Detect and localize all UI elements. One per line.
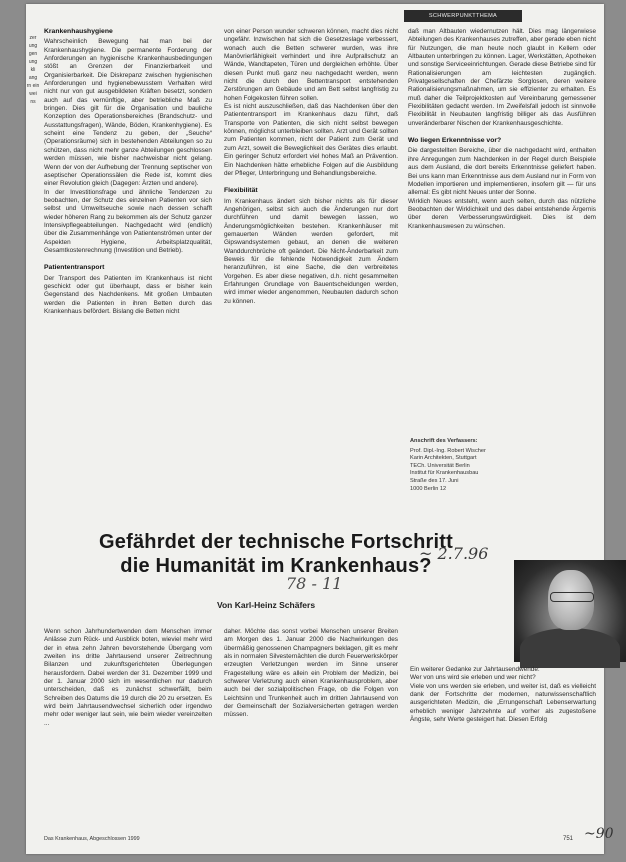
photo-glasses: [550, 592, 594, 602]
section-tag: SCHWERPUNKTTHEMA: [404, 10, 522, 22]
magazine-page: [26, 4, 614, 854]
column-2: [224, 28, 398, 306]
handwritten-mark: ~90: [584, 826, 614, 842]
address-line: 1000 Berlin 12: [410, 485, 447, 492]
paragraph: Ein weiterer Gedanke zur Jahrtausendwende:: [410, 666, 540, 673]
footer-source: Das Krankenhaus, Abgeschlossen 1999: [44, 836, 140, 842]
paragraph: Wenn schon Jahrhundertwenden dem Menschen immer Anlässe zum Rück- und Ausblick boten, wieviel mehr wird der in etwa zehn Jahren bevorstehende Übergang vom zweiten ins dritte Jahrtausend unserer Zeitrechnung Bilanzen und zukunftsgerichteten Überlegungen herausfordern. Dabei werden der 31. Dezember 1999 und der 1. Januar 2000 sich im wesentlichen nur dadurch unterscheiden, daß es zunächst schwerfällt, beim Schreiben des Datums die 19 durch die 20 zu ersetzen. Es wird beim Jahrtausendwechsel sicherlich oder irgendwo mehr oder weniger laut sein, wie beim wieder vereinzelten ...: [44, 628, 212, 727]
paragraph: Viele von uns werden sie erleben, und weiter ist, daß es vielleicht dank der Fortschritte der modernen, naturwissenschaftlich ausgerichteten Medizin, die „Errungenschaft Lebenserwartung erheblich weniger Jahrzehnte auf vorher als zugestoßene Ängste, sehr Werte gesteigert hat. Diesen Erfolg: [410, 682, 596, 724]
author-photo: [514, 560, 626, 662]
heading-krankenhaushygiene: Krankenhaushygiene: [44, 28, 113, 35]
title-line-1: Gefährdet der technische Fortschritt: [99, 531, 453, 553]
heading-flexibilitaet: Flexibilität: [224, 187, 258, 195]
page-number: 751: [563, 836, 574, 842]
address-line: Straße des 17. Juni: [410, 477, 459, 484]
handwritten-note: 78 - 11: [286, 574, 343, 593]
paragraph: daß man Altbauten wiedernutzen hält. Dies mag längerwiese Abteilungen des Krankenhauses zutreffen, aber gerade eben nicht für Nutzungen, die man heute noch glaubt in Kellern oder Altbauten unterbringen zu können. Lager, Werkstätten, Apotheken und sonstige Serviceeinrichtungen. Gerade diese Betriebe sind für Rationalisierungen am leichtesten zugänglich. Privatgesellschaften der Chefärzte Sorglosen, deren weitere Rationalisierungsmaßnahmen, um sie effizienter zu erhalten. Es muß daher die Teilprojektkosten auf Vereinbarung gemessener Flexibilitäten gedacht werden. Im Zweifelsfall jedoch ist sinnvolle Flexibilität in Neubauten langfristig billiger als das Ausführen unveränderbarer Nischen der Krankenhausgeschichte.: [408, 28, 596, 127]
address-line: Institut für Krankenhausbau: [410, 470, 479, 477]
paragraph: In der Investitionsfrage und ähnliche Tendenzen zu beobachten, der Schutz des einzelnen Patienten vor sich selbst und Umweltseuche sowie nach dessen schafft wieder höheren Rang zu bekommen als der Schutz ganzer Intensivpflegeabteilungen. Nachgedacht wird (endlich) über die Zusammenhänge von Patientenströmen unter der Aspekten Hygiene, Arbeitsplatzqualität, Gesamtkostenrechnung (Investition und Betrieb).: [44, 188, 212, 254]
photo-shoulders: [520, 628, 620, 668]
paragraph: daher. Möchte das sonst vorbei Menschen unserer Breiten am Morgen des 1. Januar 2000 die Nachwirkungen des übermäßig genossenen Champagners beklagen, gilt es mehr als in normalen Silvesternächten die durch Feuerwerkskörper erzeugten Verletzungen werden im Sinne unserer Fragestellung wäre es allein ein Problem der Medizin, bei schwerer Verletzung auch einen Krankenhausproblem, aber auch bei der sozialpolitischen Frage, ob die Folgen von Leichtsinn und Trunkenheit auch im dritten Jahrtausend von der Gemeinschaft der Sozialversicherten getragen werden müssen.: [224, 628, 398, 719]
paragraph: Der Transport des Patienten im Krankenhaus ist nicht geschickt oder gut überhaupt, dass er bisher kein Gegenstand des Nachdenkens. Mit großen Umbauten werden die Patienten in ihren Betten durch das Krankenhaus befördert. Bislang die Betten nicht: [44, 274, 212, 315]
margin-fragment: zer ung gen ung kli ang rn ein wei ns: [26, 35, 40, 105]
heading-patiententransport: Patiententransport: [44, 264, 105, 272]
address-label: Anschrift des Verfassers:: [410, 438, 478, 444]
paragraph: Die dargestellten Bereiche, über die nachgedacht wird, enthalten ihre Anregungen zum Nachdenken in der Regel durch Beispiele aus dem Ausland, die dort bereits Erkenntnisse geliefert haben. Bei uns kann man Erkenntnisse aus dem Ausland nur in Form von Modellen importieren und implementieren, insofern gilt — für uns allemal: Es gibt nicht Neues unter der Sonne.: [408, 147, 596, 197]
title-line-2: die Humanität im Krankenhaus?: [120, 555, 432, 577]
address-line: TECh. Universität Berlin: [410, 462, 470, 469]
author-byline: Von Karl-Heinz Schäfers: [216, 600, 316, 610]
address-line: Karin Architekten, Stuttgart: [410, 455, 477, 462]
bottom-column-3: [410, 666, 596, 724]
handwritten-note: ~ 2.7.96: [419, 544, 489, 563]
column-1: [44, 28, 212, 316]
paragraph: Wahrscheinlich Bewegung hat man bei der Krankenhaushygiene. Die permanente Forderung der Anforderungen an hygienische Krankenhausbedingungen stößt an Grenzen der Finanzierbarkeit und Organisierbarkeit. Die Diskrepanz zwischen hygienischen Anforderungen und hygienebewusstem Verhalten wird nicht nur von gut ausgebildeten Kräften besetzt, sondern auch auf das vernünftige, aber betriebliche Maß zu bringen. Dies gilt für die Organisation und bauliche Konzeption des Operationsbereiches (Brandschutz- und Ausstattungsfragen), Wände, Böden, Krankenhygiene). Es scheint eine Tendenz zu geben, der „Seuche“ (Operationsräume) sich in bestehenden Abteilungen so zu schützen, dass nicht mehr ganze Abteilungen geschlossen werden müssen, wie bisher nachweisbar nicht gelang. Wenn der von der Aufhebung der Trennung septischer von aseptischer Operationssälen die Rede ist, kommt dies einer Revolution gleich (Dagegen: Ärzten und andere).: [44, 38, 212, 188]
bottom-column-2: [224, 628, 398, 720]
paragraph: Im Krankenhaus ändert sich bisher nichts als für dieser Angehörigen, selbst sich auch die Änderungen nur dort durchführen und damit bewegen lassen, wo Änderungsmöglichkeiten bestehen. Krankenhäuser mit gemauerten Wänden werden gefordert, mit Gipswandsystemen gebaut, an denen die weiteren Wanddurchbrüche oft geändert. Die Nicht-Änderbarkeit zum Beweis für die fehlende Notwendigkeit zum Ändern heranzuführen, ist eine Sache, die den verbreitetes Vorgehen. Es aber diese negativen, d.h. nicht gesammelten Erfahrungen Grundlage von Bauentscheidungen werden, wird immer wieder angenommen, Neubauten dadurch schon zu können.: [224, 197, 398, 305]
author-address: [410, 438, 580, 493]
paragraph: Wirklich Neues entsteht, wenn auch selten, durch das nützliche Beobachten der Wirklichkeit und des dabei entstehende Ärgernis über deren Verbesserungswürdigkeit. Dies ist dem Krankenhauswesen zu wünschen.: [408, 197, 596, 230]
address-line: Prof. Dipl.-Ing. Robert Wischer: [410, 447, 486, 454]
bottom-column-1: [44, 628, 212, 728]
paragraph: Es ist nicht auszuschließen, daß das Nachdenken über den Patiententransport im Krankenhaus dazu führt, daß Transporte von Patienten, die sich nicht selbst bewegen können, möglichst unterbleiben sollten. Arzt und Gerät sollten zum Patienten kommen, nicht der Patient zum Gerät und zum Arzt, soweit die Beweglichkeit des Gerätes dies erlaubt. Ein geringer Schutz erfordert viel hohes Maß an Prävention. Ein Nachdenken hätte erhebliche Folgen auf die Ausbildung der Pfleger, Unterbringung und Behandlungsbereiche.: [224, 103, 398, 177]
column-3: [408, 28, 596, 231]
paragraph: Wer von uns wird sie erleben und wer nicht?: [410, 674, 536, 682]
paragraph: von einer Person wunder schweren können, macht dies nicht ungefähr. Inzwischen hat sich die Gesetzeslage verbessert, wonach auch die Betten schwerer wurden, was ihre Manövrierfähigkeit verhindert und ihre Aufprallschutz an Wände, Wandtapeten, Türen und dergleichen erhöhte. Über diesen Punkt muß ganz neu nachgedacht werden, wenn nicht die durch den Bettentransport entstehenden Zerstörungen am Gebäude und am Bett selbst langfristig zu hohen Folgekosten führen sollen.: [224, 28, 398, 102]
heading-erkenntnisse: Wo liegen Erkenntnisse vor?: [408, 137, 502, 145]
